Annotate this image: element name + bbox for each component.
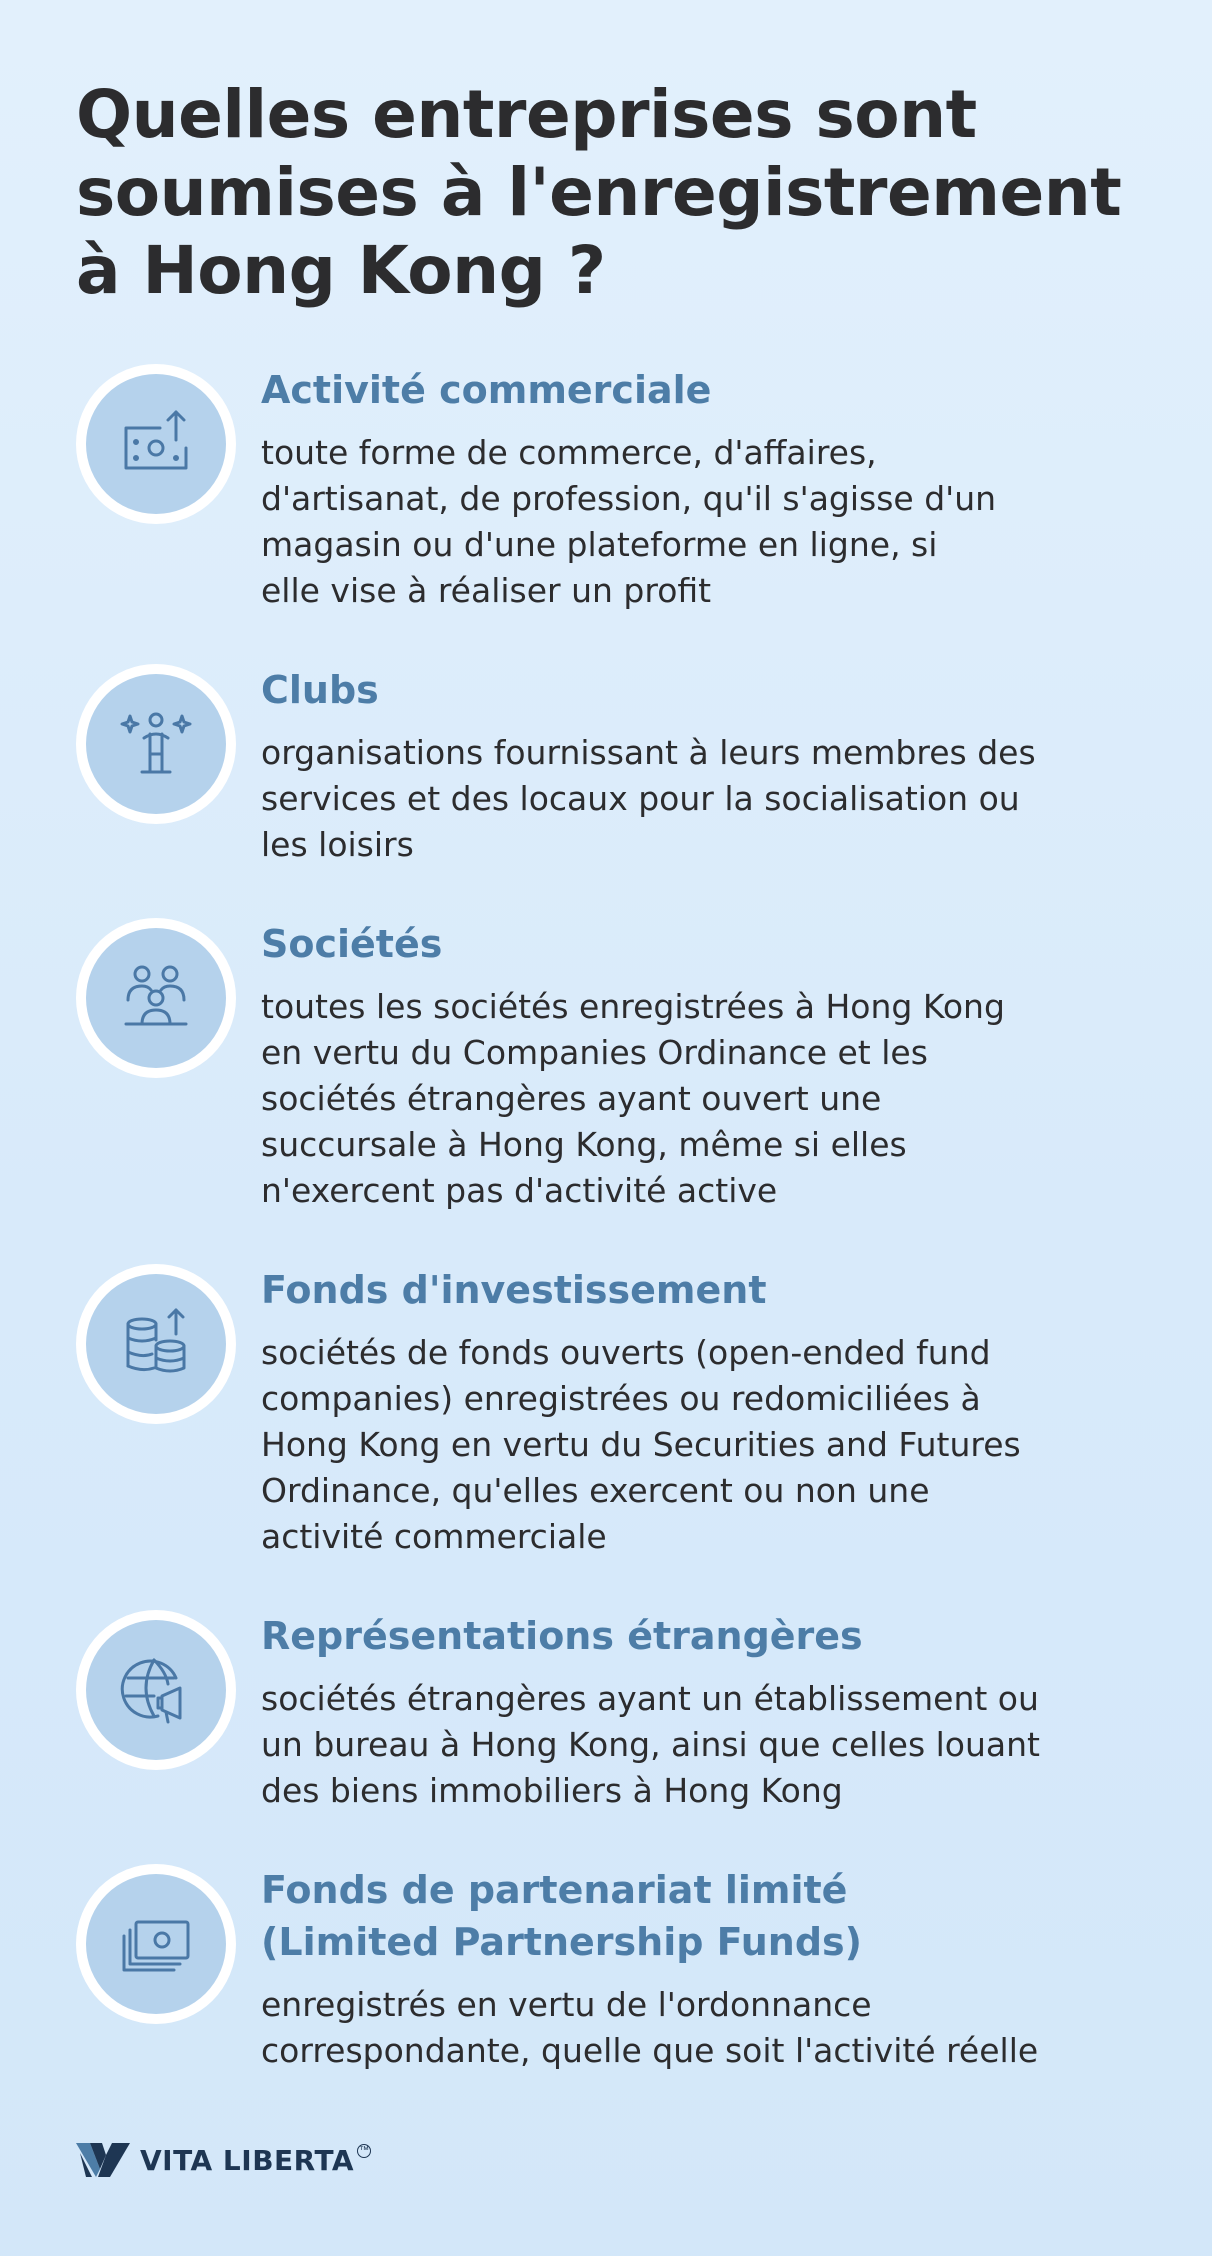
item-heading: Activité commerciale <box>261 368 712 412</box>
item-heading: Fonds de partenariat limité (Limited Partnership Funds) <box>261 1868 863 1964</box>
icon-badge <box>76 1610 236 1770</box>
icon-badge <box>76 1864 236 2024</box>
vita-liberta-logo <box>76 2136 371 2184</box>
money-stack-icon <box>114 1902 198 1986</box>
vita-liberta-logo-icon <box>76 2139 132 2181</box>
people-group-icon <box>114 956 198 1040</box>
title-line-2: soumises à l'enregistrement <box>76 154 1122 231</box>
item-heading: Sociétés <box>261 922 443 966</box>
logo-text: VITA LIBERTA <box>140 2143 355 2177</box>
item-heading: Clubs <box>261 668 379 712</box>
coin-stacks-upload-icon <box>114 1302 198 1386</box>
item-description: toute forme de commerce, d'affaires, d'artisanat, de profession, qu'il s'agisse d'un magasin ou d'une plateforme en ligne, si elle vise à réaliser un profit <box>261 433 997 610</box>
title-line-3: à Hong Kong ? <box>76 232 606 309</box>
icon-badge <box>76 364 236 524</box>
item-heading: Fonds d'investissement <box>261 1268 767 1312</box>
item-description: sociétés étrangères ayant un établissement ou un bureau à Hong Kong, ainsi que celles louant des biens immobiliers à Hong Kong <box>261 1679 1040 1810</box>
item-description: organisations fournissant à leurs membres des services et des locaux pour la socialisation ou les loisirs <box>261 733 1036 864</box>
trademark-icon: ™ <box>359 2145 370 2156</box>
title-line-1: Quelles entreprises sont <box>76 76 977 153</box>
page-title <box>76 76 1136 310</box>
item-description: toutes les sociétés enregistrées à Hong Kong en vertu du Companies Ordinance et les sociétés étrangères ayant ouvert une succursale à Hong Kong, même si elles n'exercent pas d'activité active <box>261 987 1005 1210</box>
icon-badge <box>76 1264 236 1424</box>
item-heading: Représentations étrangères <box>261 1614 863 1658</box>
club-person-sparkle-icon <box>114 702 198 786</box>
icon-badge <box>76 918 236 1078</box>
globe-megaphone-icon <box>114 1648 198 1732</box>
icon-badge <box>76 664 236 824</box>
item-description: enregistrés en vertu de l'ordonnance correspondante, quelle que soit l'activité réelle <box>261 1985 1039 2070</box>
item-description: sociétés de fonds ouverts (open-ended fund companies) enregistrées ou redomiciliées à Hong Kong en vertu du Securities and Futures Ordinance, qu'elles exercent ou non une activité commerciale <box>261 1333 1021 1556</box>
money-upload-icon <box>114 402 198 486</box>
